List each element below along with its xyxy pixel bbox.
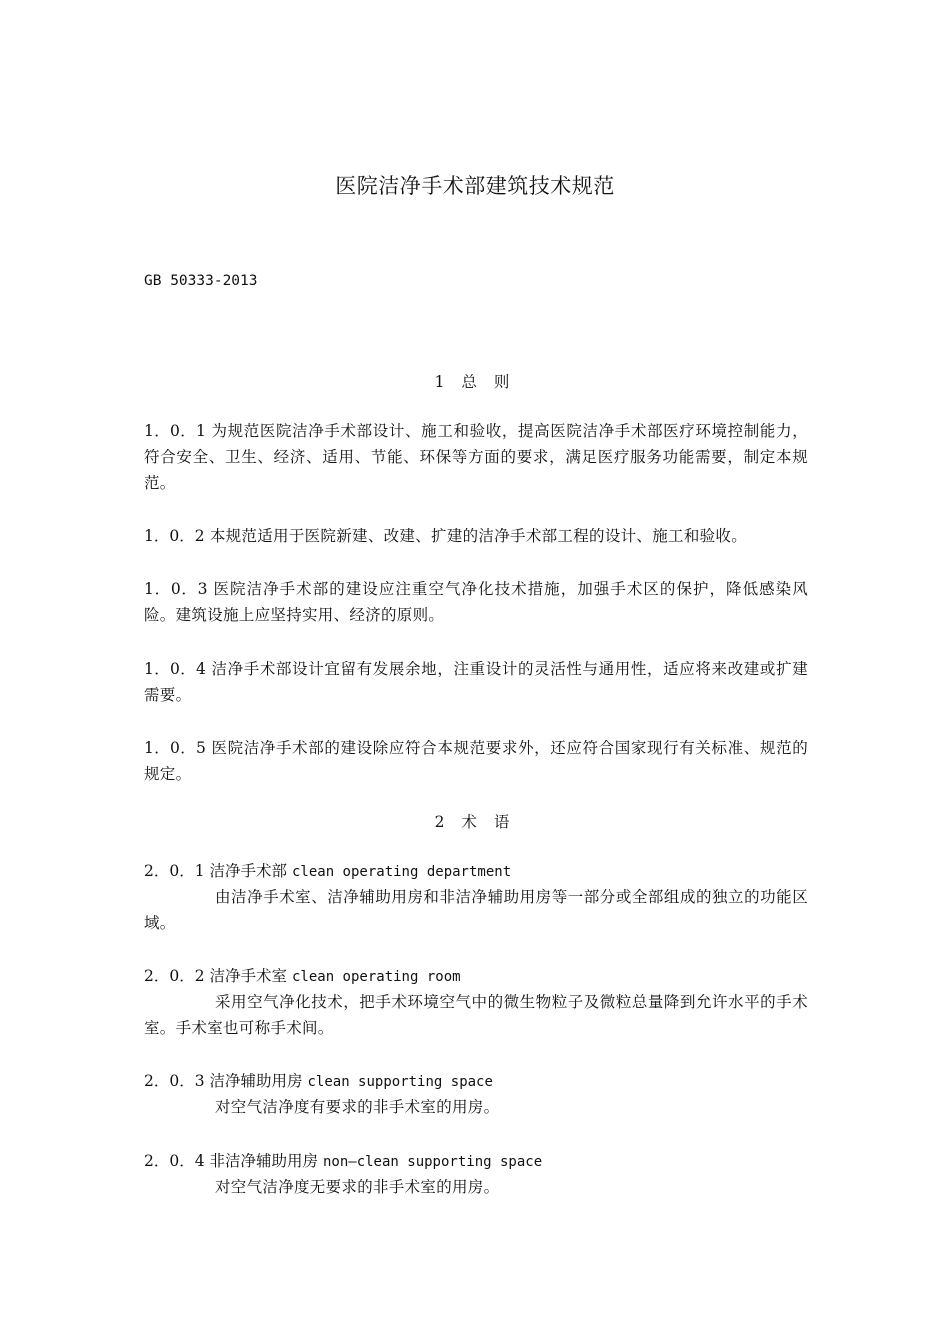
term-name-en: clean supporting space: [307, 1074, 493, 1090]
term-name-cn: 非洁净辅助用房: [209, 1152, 319, 1170]
term-name-en: non—clean supporting space: [322, 1154, 543, 1170]
term-name-cn: 洁净手术部: [209, 862, 288, 880]
term-name-cn: 洁净辅助用房: [209, 1072, 303, 1090]
clause-1-0-4: [144, 656, 808, 708]
clause-text: 医院洁净手术部的建设应注重空气净化技术措施，加强手术区的保护，降低感染风险。建筑设施上应坚持实用、经济的原则。: [144, 580, 808, 624]
term-2-0-2-definition: 采用空气净化技术，把手术环境空气中的微生物粒子及微粒总量降到允许水平的手术室。手术室也可称手术间。: [144, 993, 808, 1037]
clause-number: 1．0．3: [144, 580, 208, 598]
term-name-en: clean operating room: [291, 969, 461, 985]
term-2-0-4-heading: [144, 1148, 808, 1175]
term-2-0-3-definition: 对空气洁净度有要求的非手术室的用房。: [215, 1098, 500, 1116]
term-2-0-1-definition: 由洁净手术室、洁净辅助用房和非洁净辅助用房等一部分或全部组成的独立的功能区域。: [144, 888, 808, 932]
term-2-0-4-definition: 对空气洁净度无要求的非手术室的用房。: [215, 1178, 500, 1196]
term-2-0-3-heading: [144, 1068, 808, 1095]
chapter-1-heading: 1 总 则: [434, 373, 516, 391]
clause-1-0-5: [144, 735, 808, 787]
term-number: 2．0．1: [144, 862, 205, 880]
clause-number: 1．0．2: [144, 527, 205, 545]
document-title: 医院洁净手术部建筑技术规范: [335, 174, 615, 198]
clause-1-0-3: [144, 576, 808, 628]
term-2-0-2-heading: [144, 963, 808, 990]
clause-text: 洁净手术部设计宜留有发展余地，注重设计的灵活性与通用性，适应将来改建或扩建需要。: [144, 660, 808, 704]
term-name-cn: 洁净手术室: [209, 967, 288, 985]
term-number: 2．0．4: [144, 1152, 205, 1170]
clause-number: 1．0．5: [144, 739, 206, 757]
chapter-2-heading: 2 术 语: [434, 813, 516, 831]
clause-text: 为规范医院洁净手术部设计、施工和验收，提高医院洁净手术部医疗环境控制能力，符合安全、卫生、经济、适用、节能、环保等方面的要求，满足医疗服务功能需要，制定本规范。: [144, 422, 808, 492]
clause-text: 医院洁净手术部的建设除应符合本规范要求外，还应符合国家现行有关标准、规范的规定。: [144, 739, 808, 783]
standard-code: GB 50333-2013: [144, 273, 258, 289]
term-number: 2．0．3: [144, 1072, 205, 1090]
clause-1-0-1: [144, 418, 808, 496]
term-number: 2．0．2: [144, 967, 205, 985]
clause-1-0-2: [144, 523, 808, 549]
term-2-0-1-heading: [144, 858, 808, 885]
clause-number: 1．0．4: [144, 660, 206, 678]
clause-text: 本规范适用于医院新建、改建、扩建的洁净手术部工程的设计、施工和验收。: [209, 527, 748, 545]
term-name-en: clean operating department: [291, 864, 512, 880]
clause-number: 1．0．1: [144, 422, 206, 440]
